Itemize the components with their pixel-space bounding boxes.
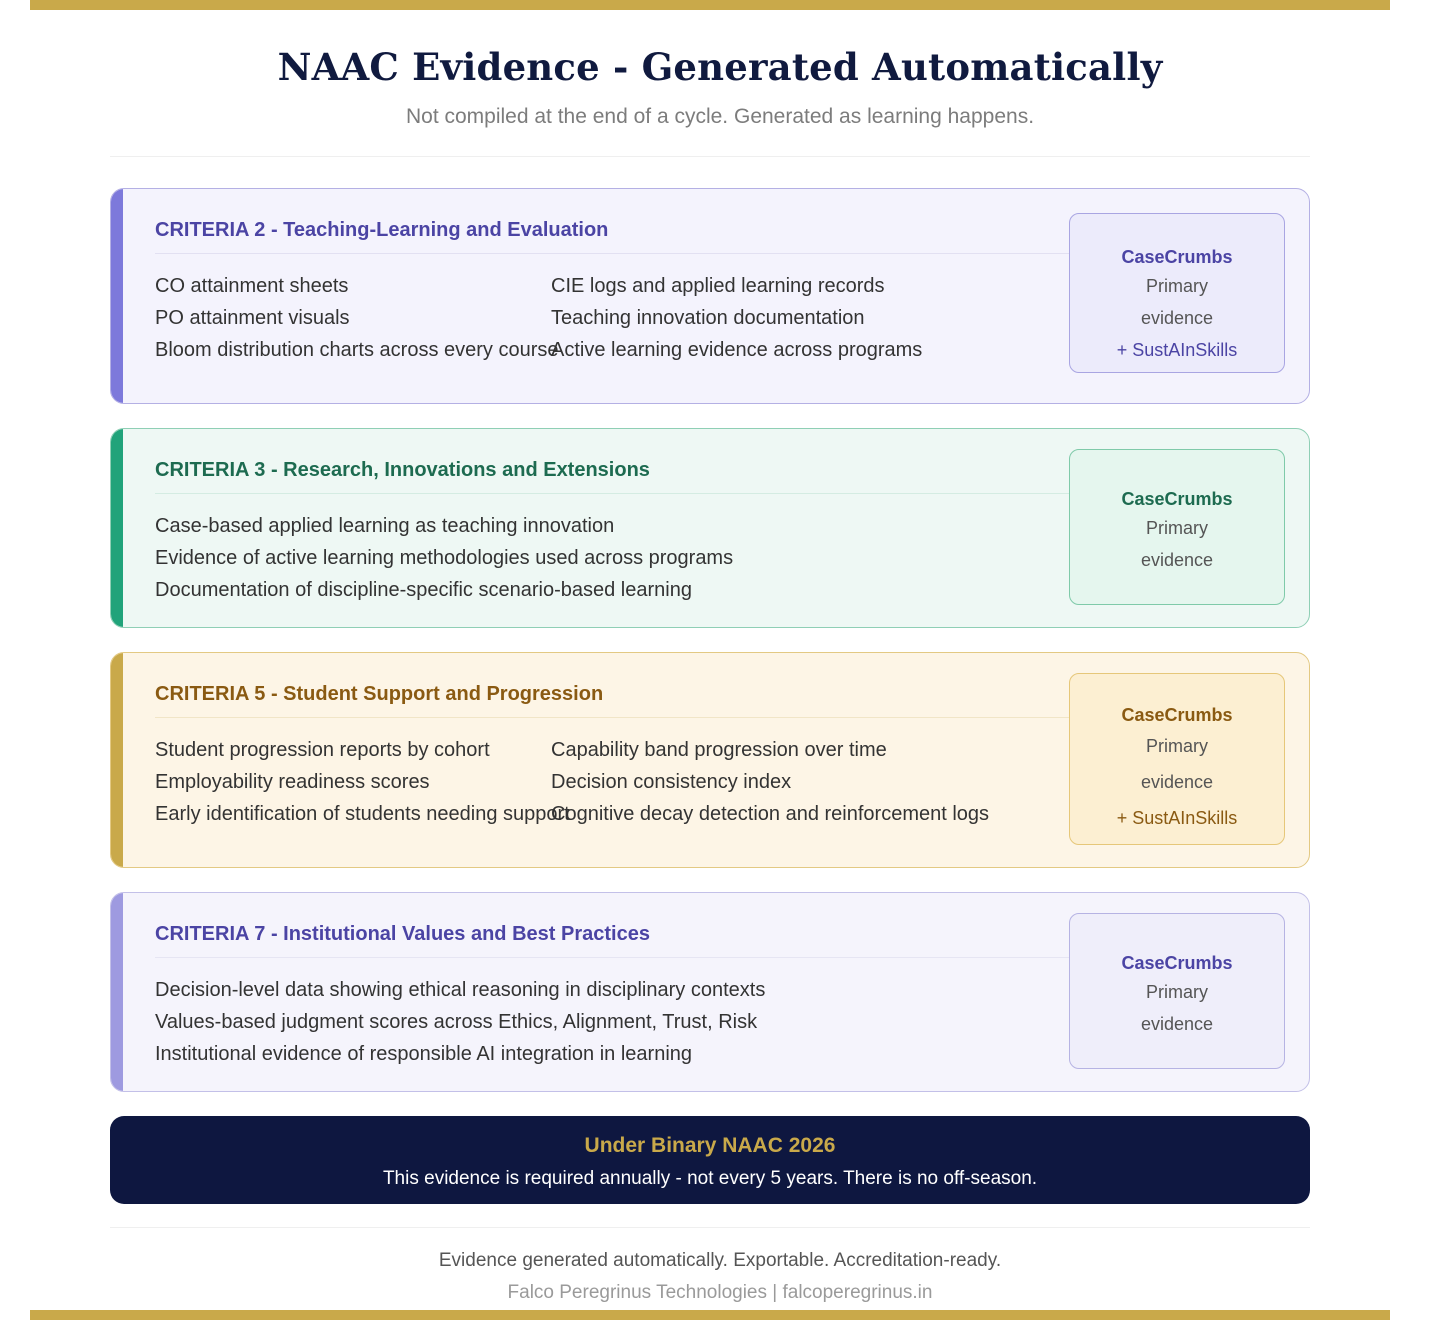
footer-tagline: Evidence generated automatically. Exportable. Accreditation-ready. <box>438 1250 1002 1271</box>
evidence-item: Evidence of active learning methodologies used across programs <box>155 547 734 569</box>
evidence-item: Active learning evidence across programs <box>551 339 923 361</box>
evidence-item: Documentation of discipline-specific scenario-based learning <box>155 579 692 601</box>
evidence-list <box>155 734 1069 830</box>
criteria-card-3 <box>110 428 1310 628</box>
evidence-item: Employability readiness scores <box>155 771 430 793</box>
criteria-card-5 <box>110 652 1310 868</box>
page-title: NAAC Evidence - Generated Automatically <box>277 45 1163 89</box>
evidence-item: CIE logs and applied learning records <box>551 275 885 297</box>
page-subtitle: Not compiled at the end of a cycle. Generated as learning happens. <box>405 105 1035 128</box>
top-gold-bar <box>30 0 1390 10</box>
source-badge <box>1069 449 1285 605</box>
badge-product-name: CaseCrumbs <box>1121 489 1233 509</box>
evidence-item: Student progression reports by cohort <box>155 739 490 761</box>
criteria-heading: CRITERIA 2 - Teaching-Learning and Evaluation <box>155 217 1069 254</box>
source-badge <box>1069 673 1285 845</box>
criteria-heading: CRITERIA 5 - Student Support and Progression <box>155 681 1069 718</box>
bottom-gold-bar <box>30 1310 1390 1320</box>
card-accent-stripe <box>111 189 123 403</box>
card-body <box>155 217 1069 366</box>
evidence-item: Values-based judgment scores across Ethics, Alignment, Trust, Risk <box>155 1011 758 1033</box>
evidence-item: Early identification of students needing support <box>155 803 570 825</box>
evidence-list <box>155 510 1069 606</box>
criteria-card-2 <box>110 188 1310 404</box>
footer-company: Falco Peregrinus Technologies | falcoperegrinus.in <box>507 1282 933 1303</box>
card-accent-stripe <box>111 653 123 867</box>
card-accent-stripe <box>111 893 123 1091</box>
badge-line: evidence <box>1140 308 1214 328</box>
evidence-item: CO attainment sheets <box>155 275 349 297</box>
badge-product-name: CaseCrumbs <box>1121 705 1233 725</box>
top-divider <box>110 156 1310 157</box>
evidence-item: Teaching innovation documentation <box>551 307 865 329</box>
evidence-item: Capability band progression over time <box>551 739 887 761</box>
source-badge <box>1069 213 1285 373</box>
evidence-item: Institutional evidence of responsible AI integration in learning <box>155 1043 693 1065</box>
badge-line: evidence <box>1140 550 1214 570</box>
card-accent-stripe <box>111 429 123 627</box>
evidence-list <box>155 974 1069 1070</box>
badge-line: Primary <box>1146 736 1208 756</box>
card-body <box>155 681 1069 830</box>
evidence-item: Case-based applied learning as teaching innovation <box>155 515 615 537</box>
badge-line: Primary <box>1146 518 1208 538</box>
criteria-card-7 <box>110 892 1310 1092</box>
page-header <box>0 44 1440 130</box>
badge-line: Primary <box>1146 982 1208 1002</box>
card-body <box>155 921 1069 1070</box>
banner-title: Under Binary NAAC 2026 <box>584 1134 836 1157</box>
evidence-item: Bloom distribution charts across every course <box>155 339 559 361</box>
binary-naac-banner <box>110 1116 1310 1204</box>
bottom-divider <box>110 1227 1310 1228</box>
badge-line: evidence <box>1140 1014 1214 1034</box>
badge-product-name: CaseCrumbs <box>1121 247 1233 267</box>
footer <box>0 1248 1440 1306</box>
banner-text: This evidence is required annually - not every 5 years. There is no off-season. <box>382 1168 1038 1189</box>
evidence-item: Decision-level data showing ethical reasoning in disciplinary contexts <box>155 979 766 1001</box>
source-badge <box>1069 913 1285 1069</box>
badge-extra: + SustAInSkills <box>1116 808 1238 828</box>
criteria-heading: CRITERIA 3 - Research, Innovations and Extensions <box>155 457 1069 494</box>
badge-extra: + SustAInSkills <box>1116 340 1238 360</box>
evidence-list <box>155 270 1069 366</box>
card-body <box>155 457 1069 606</box>
evidence-item: PO attainment visuals <box>155 307 350 329</box>
criteria-heading: CRITERIA 7 - Institutional Values and Best Practices <box>155 921 1069 958</box>
badge-product-name: CaseCrumbs <box>1121 953 1233 973</box>
badge-line: Primary <box>1146 276 1208 296</box>
evidence-item: Decision consistency index <box>551 771 792 793</box>
evidence-item: Cognitive decay detection and reinforcement logs <box>551 803 990 825</box>
badge-line: evidence <box>1140 772 1214 792</box>
